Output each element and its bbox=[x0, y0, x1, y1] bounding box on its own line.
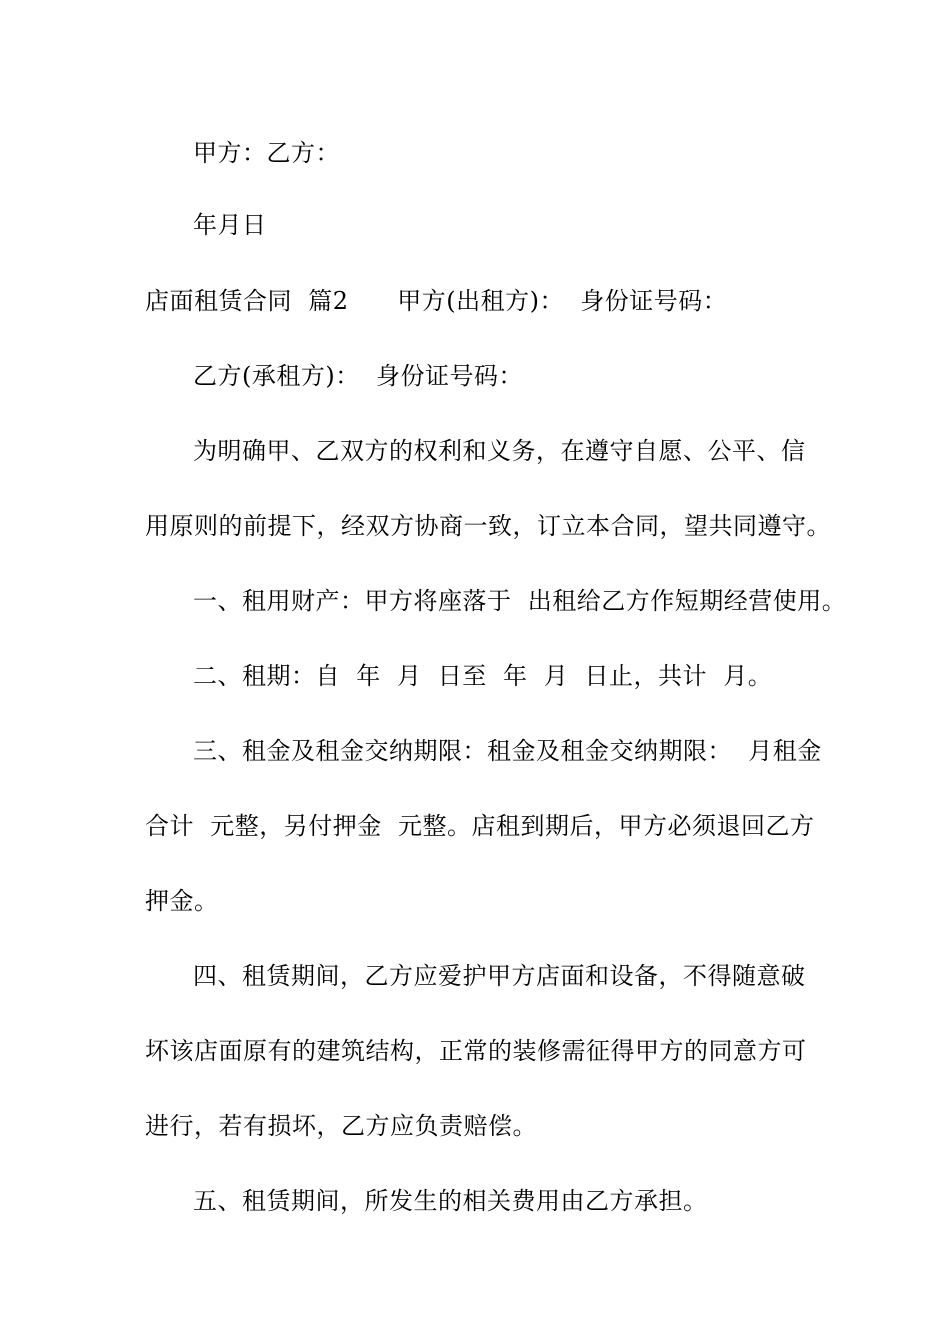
party-b-line: 乙方(承租方)： 身份证号码： bbox=[193, 362, 523, 390]
clause-2-line: 二、租期：自 年 月 日至 年 月 日止，共计 月。 bbox=[193, 662, 773, 690]
clause-4-line: 进行，若有损坏，乙方应负责赔偿。 bbox=[145, 1112, 537, 1140]
clause-3-line: 三、租金及租金交纳期限：租金及租金交纳期限： 月租金 bbox=[193, 737, 822, 765]
contract-heading-line: 店面租赁合同 篇2 甲方(出租方)： 身份证号码： bbox=[145, 287, 728, 315]
date-line: 年月日 bbox=[193, 211, 267, 239]
clause-4-line: 坏该店面原有的建筑结构，正常的装修需征得甲方的同意方可 bbox=[145, 1037, 807, 1065]
clause-4-line: 四、租赁期间，乙方应爱护甲方店面和设备，不得随意破 bbox=[193, 962, 806, 990]
clause-3-line: 押金。 bbox=[145, 887, 219, 915]
paragraph-line: 用原则的前提下，经双方协商一致，订立本合同，望共同遵守。 bbox=[145, 512, 831, 540]
clause-5-line: 五、租赁期间，所发生的相关费用由乙方承担。 bbox=[193, 1187, 708, 1215]
clause-1-line: 一、租用财产：甲方将座落于 出租给乙方作短期经营使用。 bbox=[193, 587, 847, 615]
signature-line: 甲方：乙方： bbox=[193, 139, 340, 167]
paragraph-line: 为明确甲、乙双方的权利和义务，在遵守自愿、公平、信 bbox=[193, 437, 806, 465]
clause-3-line: 合计 元整，另付押金 元整。店租到期后，甲方必须退回乙方 bbox=[145, 812, 815, 840]
